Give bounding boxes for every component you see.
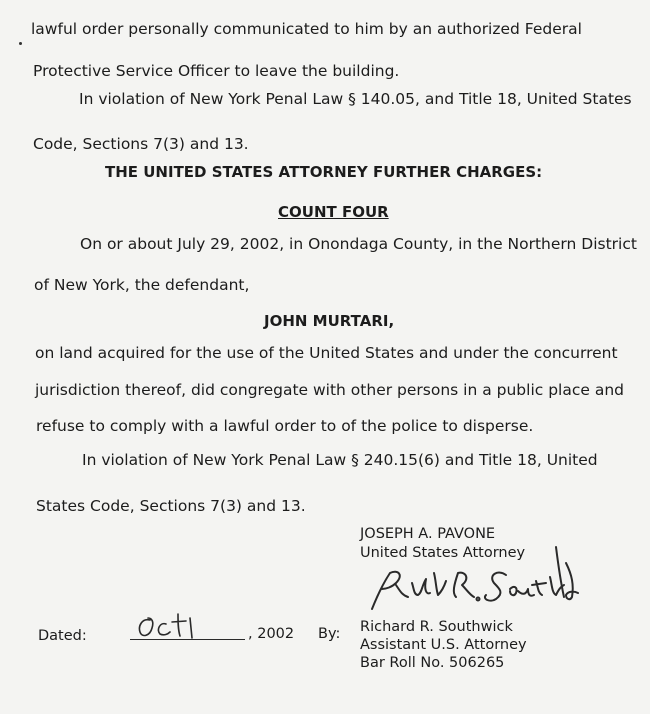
bar-roll-number: Bar Roll No. 506265 — [360, 655, 505, 671]
body-line-5: On or about July 29, 2002, in Onondaga County, in the Northern District — [80, 235, 637, 253]
further-charges-heading: THE UNITED STATES ATTORNEY FURTHER CHARGES: — [105, 163, 543, 181]
body-line-8: jurisdiction thereof, did congregate with other persons in a public place and — [35, 381, 624, 399]
handwritten-signature — [360, 545, 590, 615]
by-label: By: — [318, 626, 341, 642]
date-underline — [130, 639, 245, 640]
signer-name: Richard R. Southwick — [360, 619, 513, 635]
defendant-name: JOHN MURTARI, — [264, 312, 395, 330]
date-handwritten-value — [146, 606, 149, 624]
count-four-heading: COUNT FOUR — [278, 203, 389, 221]
body-line-11: States Code, Sections 7(3) and 13. — [36, 497, 306, 515]
body-line-7: on land acquired for the use of the United States and under the concurrent — [35, 344, 618, 362]
signer-title: Assistant U.S. Attorney — [360, 637, 527, 653]
scan-speck — [19, 42, 22, 45]
body-line-4: Code, Sections 7(3) and 13. — [33, 135, 249, 153]
body-line-9: refuse to comply with a lawful order to of the police to disperse. — [36, 417, 534, 435]
body-line-2: Protective Service Officer to leave the building. — [33, 62, 400, 80]
attorney-name: JOSEPH A. PAVONE — [360, 526, 496, 542]
body-line-3: In violation of New York Penal Law § 140.05, and Title 18, United States — [79, 90, 632, 108]
body-line-1: lawful order personally communicated to him by an authorized Federal — [31, 20, 582, 38]
body-line-10: In violation of New York Penal Law § 240.15(6) and Title 18, United — [82, 451, 598, 469]
date-year: , 2002 — [248, 626, 295, 642]
body-line-6: of New York, the defendant, — [34, 276, 250, 294]
attorney-title: United States Attorney — [360, 545, 526, 561]
dated-label: Dated: — [38, 628, 87, 644]
